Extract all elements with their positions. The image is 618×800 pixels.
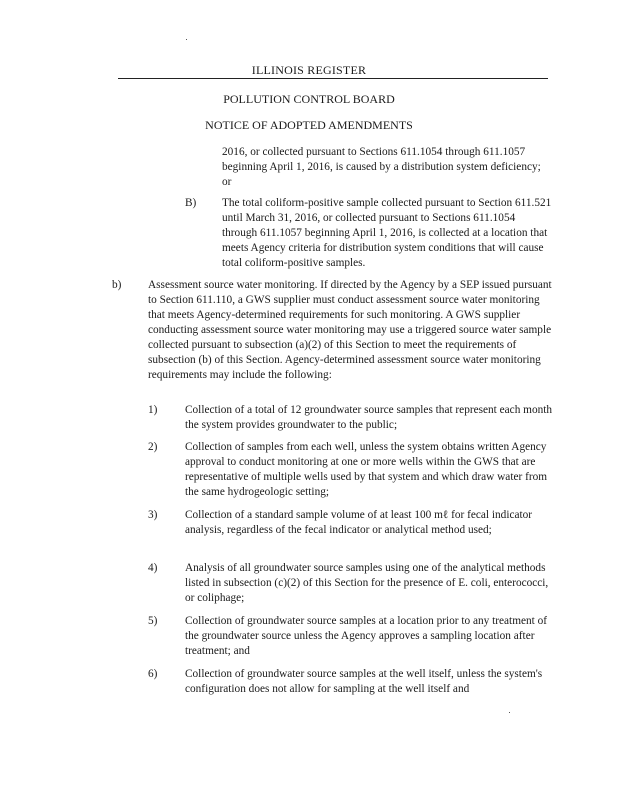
item-label-6: 6) (148, 668, 158, 680)
item-label-5: 5) (148, 615, 158, 627)
section-text-b: Assessment source water monitoring. If directed by the Agency by a SEP issued pursuant to Section 611.110, a GWS supplier must conduct assessment source water monitoring that meets Agency-determined requirements for such monitoring. A GWS supplier conducting assessment source water monitoring may use a triggered source water sample collected pursuant to subsection (a)(2) of this Section to meet the requirements of subsection (b) of this Section. Agency-determined assessment source water monitoring requirements may include the following: (148, 279, 552, 381)
section-label-b: b) (112, 279, 122, 291)
item-text-4: Analysis of all groundwater source samples using one of the analytical methods listed in subsection (c)(2) of this Section for the presence of E. coli, enterococci, or coliphage; (185, 562, 549, 604)
item-label-2: 2) (148, 441, 158, 453)
item-text-2: Collection of samples from each well, unless the system obtains written Agency approval to conduct monitoring at one or more wells within the GWS that are representative of multiple wells used by that system and which draw water from the same hydrogeologic setting; (185, 441, 548, 498)
item-label-1: 1) (148, 404, 158, 416)
item-text-1: Collection of a total of 12 groundwater source samples that represent each month the system provides groundwater to the public; (185, 404, 553, 431)
item-text-6: Collection of groundwater source samples at the well itself, unless the system's configuration does not allow for sampling at the well itself and (185, 668, 543, 695)
notice-heading: NOTICE OF ADOPTED AMENDMENTS (205, 118, 413, 132)
scan-speck (509, 712, 510, 713)
item-label-3: 3) (148, 509, 158, 521)
item-text-3: Collection of a standard sample volume of at least 100 mℓ for fecal indicator analysis, regardless of the fecal indicator or analytical method used; (185, 509, 533, 536)
board-name: POLLUTION CONTROL BOARD (223, 92, 395, 106)
continued-text: 2016, or collected pursuant to Sections 611.1054 through 611.1057 beginning April 1, 2016, is caused by a distribution system deficiency; or (222, 146, 541, 188)
register-title: ILLINOIS REGISTER (251, 63, 367, 77)
item-text-B: The total coliform-positive sample collected pursuant to Section 611.521 until March 31, 2016, or collected pursuant to Sections 611.1054 through 611.1057 beginning April 1, 2016, is collected at a location that meets Agency criteria for distribution system conditions that will cause total coliform-positive samples. (222, 197, 552, 269)
header-rule (118, 78, 548, 79)
scan-speck (186, 39, 187, 40)
item-label-4: 4) (148, 562, 158, 574)
item-label-B: B) (185, 197, 197, 209)
item-text-5: Collection of groundwater source samples at a location prior to any treatment of the groundwater source unless the Agency approves a sampling location after treatment; and (185, 615, 548, 657)
